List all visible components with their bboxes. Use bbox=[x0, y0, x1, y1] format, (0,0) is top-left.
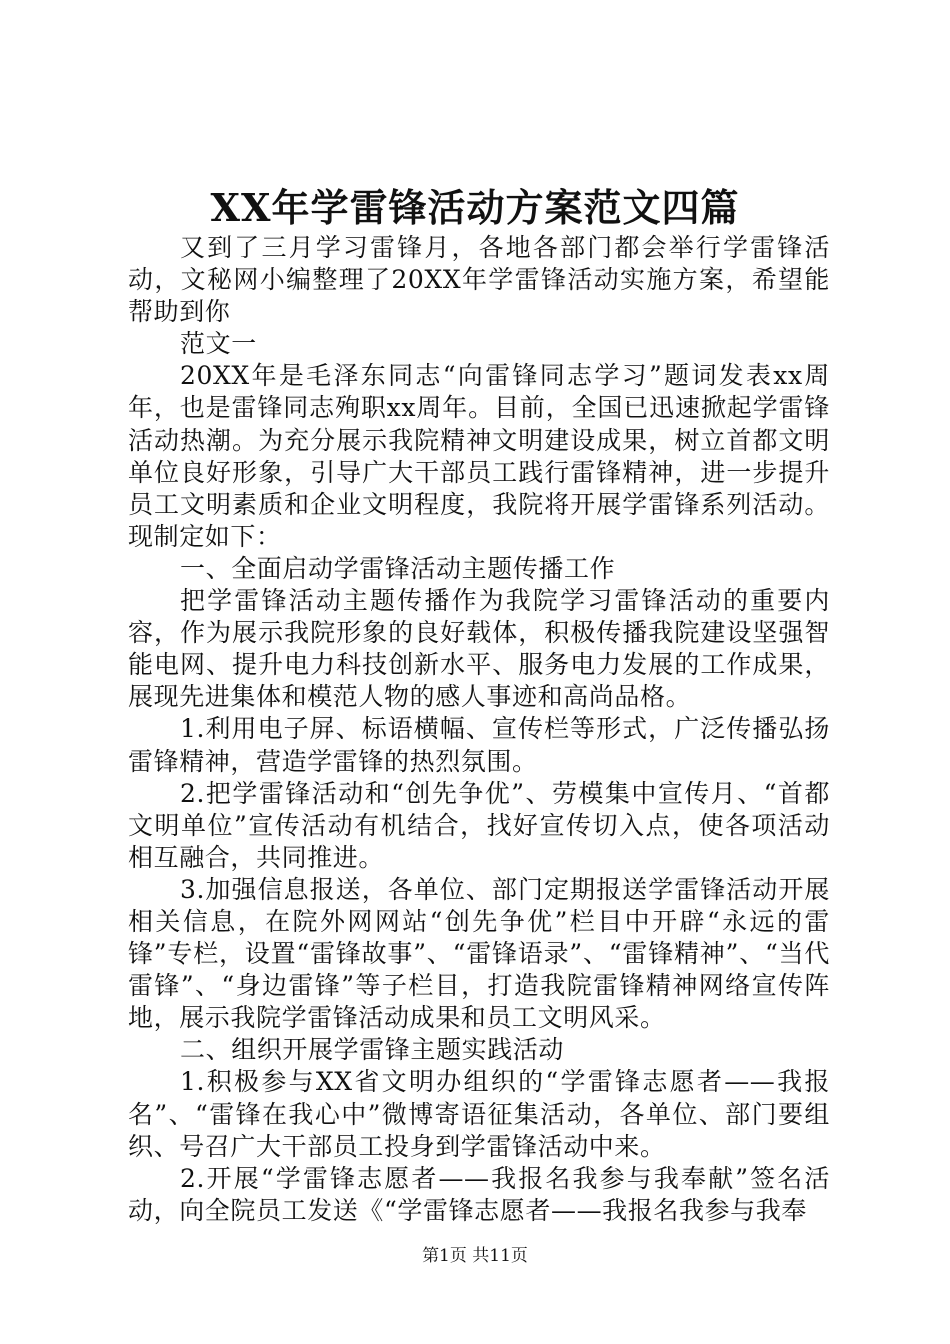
list-item-2-2: 2.开展“学雷锋志愿者——我报名我参与我奉献”签名活动，向全院员工发送《“学雷锋志愿者——我报名我参与我奉 bbox=[128, 1163, 830, 1225]
paragraph-background: 20XX年是毛泽东同志“向雷锋同志学习”题词发表xx周年，也是雷锋同志殉职xx周年。目前，全国已迅速掀起学雷锋活动热潮。为充分展示我院精神文明建设成果，树立首都文明单位良好形象，引导广大干部员工践行雷锋精神，进一步提升员工文明素质和企业文明程度，我院将开展学雷锋系列活动。现制定如下： bbox=[128, 361, 830, 551]
list-item-1-3: 3.加强信息报送，各单位、部门定期报送学雷锋活动开展相关信息，在院外网网站“创先争优”栏目中开辟“永远的雷锋”专栏，设置“雷锋故事”、“雷锋语录”、“雷锋精神”、“当代雷锋”、“身边雷锋”等子栏目，打造我院雷锋精神网络宣传阵地，展示我院学雷锋活动成果和员工文明风采。 bbox=[128, 874, 830, 1033]
list-item-1-2: 2.把学雷锋活动和“创先争优”、劳模集中宣传月、“首都文明单位”宣传活动有机结合，找好宣传切入点，使各项活动相互融合，共同推进。 bbox=[128, 778, 830, 872]
list-item-1-1: 1.利用电子屏、标语横幅、宣传栏等形式，广泛传播弘扬雷锋精神，营造学雷锋的热烈氛围。 bbox=[128, 714, 830, 776]
section-heading-1: 一、全面启动学雷锋活动主题传播工作 bbox=[180, 553, 616, 583]
paragraph-intro: 又到了三月学习雷锋月，各地各部门都会举行学雷锋活动，文秘网小编整理了20XX年学雷锋活动实施方案，希望能帮助到你 bbox=[128, 233, 830, 327]
list-item-2-1: 1.积极参与XX省文明办组织的“学雷锋志愿者——我报名”、“雷锋在我心中”微博寄语征集活动，各单位、部门要组织、号召广大干部员工投身到学雷锋活动中来。 bbox=[128, 1067, 830, 1161]
section-heading-2: 二、组织开展学雷锋主题实践活动 bbox=[180, 1035, 565, 1065]
paragraph-sample-heading: 范文一 bbox=[180, 329, 257, 359]
paragraph-section-1: 把学雷锋活动主题传播作为我院学习雷锋活动的重要内容，作为展示我院形象的良好载体，积极传播我院建设坚强智能电网、提升电力科技创新水平、服务电力发展的工作成果，展现先进集体和模范人物的感人事迹和高尚品格。 bbox=[128, 586, 830, 712]
document-body bbox=[128, 232, 830, 1227]
page-footer: 第1页 共11页 bbox=[422, 1246, 528, 1266]
document-title: XX年学雷锋活动方案范文四篇 bbox=[210, 185, 740, 230]
